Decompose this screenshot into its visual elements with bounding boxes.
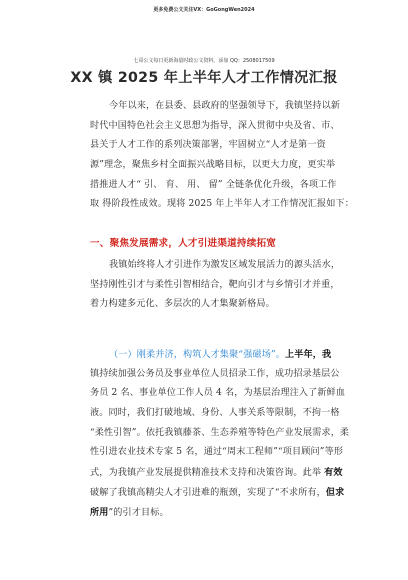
subsection1-line: 务员 2 名、事业单位工作人员 4 名，为基层治理注入了新鲜血 xyxy=(90,388,346,399)
section-heading: 一、聚焦发展需求，人才引进渠道持续拓宽 xyxy=(90,238,277,249)
section1-line: 坚持刚性引才与柔性引智相结合，靶向引才与乡情引才并重， xyxy=(90,279,340,290)
section1-line: 我镇始终将人才引进作为激发区域发展活力的源头活水， xyxy=(109,260,341,270)
intro-line: 源”理念，聚焦乡村全面振兴战略目标，以更大力度，更实举 xyxy=(90,160,336,171)
subsection1-line: 镇持续加强公务员及事业单位人员招录工作，成功招录基层公 xyxy=(90,368,340,379)
subsection1-paragraph xyxy=(90,345,350,522)
subsection1-line-text: ”的引才目标。 xyxy=(108,507,169,518)
bold-phrase: 但求 xyxy=(325,486,345,498)
intro-line: 今年以来，在县委、县政府的坚强领导下，我镇坚持以新 xyxy=(109,101,341,111)
subsection1-line: 液。同时，我们打破地域、身份、人事关系等限制，不拘一格 xyxy=(90,408,340,419)
section1-line: 着力构建多元化、多层次的人才集聚新格局。 xyxy=(90,299,275,310)
subsection1-line-with-bold xyxy=(90,483,346,503)
subsection1-line-text: 式，为我镇产业发展提供精准技术支持和决策咨询。此举 xyxy=(90,468,322,479)
intro-line: 县关于人才工作的系列决策部署，牢固树立“人才是第一资 xyxy=(90,140,326,151)
intro-line: 时代中国特色社会主义思想为指导，深入贯彻中央及省、市、 xyxy=(90,120,340,131)
subsection1-line: 性引进农业技术专家 5 名，通过“周末工程师”“项目顾问”等形 xyxy=(90,447,344,458)
subsection1-line-text: 破解了我镇高精尖人才引进难的瓶颈，实现了“不求所有， xyxy=(90,487,326,498)
intro-line: 措推进人才“ 引、 育、 用、 留” 全链条优化升级，各项工作 xyxy=(90,179,337,190)
header-contact-line: 七哥公文每日更新海量时政公文资料，添加 QQ：2508017509 xyxy=(133,58,275,64)
subsection1-line-with-bold xyxy=(90,463,346,483)
subsection-heading: （一）刚柔并济，构筑人才集聚“强磁场”。 xyxy=(109,350,285,360)
bold-phrase: 有效 xyxy=(324,467,343,479)
subsection-lead: 上半年，我 xyxy=(285,349,332,360)
subsection1-line: “柔性引智”。依托我镇藤茶、生态养殖等特色产业发展需求，柔 xyxy=(90,427,350,438)
section1-paragraph xyxy=(90,256,346,315)
document-title: XX 镇 2025 年上半年人才工作情况汇报 xyxy=(70,70,338,86)
bold-phrase: 所用 xyxy=(90,506,109,518)
subsection1-first-line xyxy=(90,345,346,365)
header-promo-line: 更多免费公文关注VX：GoGongWen2024 xyxy=(153,7,255,13)
subsection1-last-line xyxy=(90,503,346,523)
intro-line: 取 得阶段性成效。现将 2025 年上半年人才工作情况汇报如下： xyxy=(90,199,354,210)
intro-paragraph xyxy=(90,97,354,215)
